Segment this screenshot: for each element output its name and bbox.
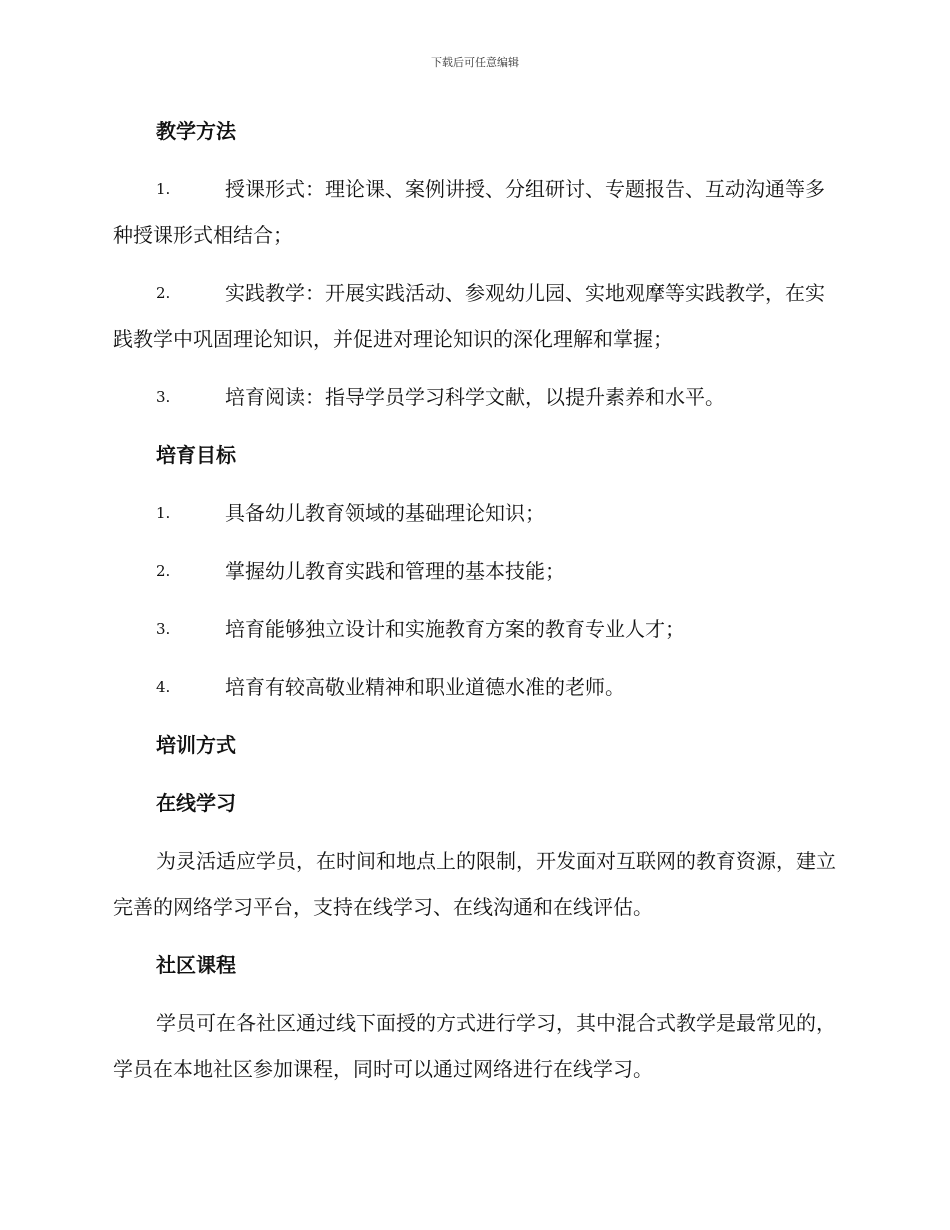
paragraph-online-learning: 为灵活适应学员，在时间和地点上的限制，开发面对互联网的教育资源，建立完善的网络学习平台，支持在线学习、在线沟通和在线评估。 bbox=[113, 849, 836, 919]
list-item bbox=[113, 270, 837, 362]
page-header: 下载后可任意编辑 bbox=[431, 56, 519, 69]
paragraph-community-course: 学员可在各社区通过线下面授的方式进行学习，其中混合式教学是最常见的，学员在本地社区参加课程，同时可以通过网络进行在线学习。 bbox=[113, 1011, 836, 1081]
heading-training-goals: 培育目标 bbox=[156, 443, 236, 467]
heading-community-course: 社区课程 bbox=[156, 953, 236, 977]
list-item-number: 2. bbox=[156, 562, 171, 580]
list-item-number: 3. bbox=[156, 620, 171, 638]
heading-teaching-methods: 教学方法 bbox=[156, 119, 236, 143]
list-item-text: 培育能够独立设计和实施教育方案的教育专业人才； bbox=[225, 617, 685, 641]
list-item-text: 培育有较高敬业精神和职业道德水准的老师。 bbox=[225, 675, 625, 699]
list-item-number: 4. bbox=[156, 678, 171, 696]
list-item bbox=[113, 664, 837, 710]
list-item-text: 掌握幼儿教育实践和管理的基本技能； bbox=[225, 559, 565, 583]
list-item bbox=[113, 166, 837, 258]
list-item-text: 实践教学：开展实践活动、参观幼儿园、实地观摩等实践教学，在实践教学中巩固理论知识，并促进对理论知识的深化理解和掌握； bbox=[113, 281, 825, 351]
list-item bbox=[113, 490, 837, 536]
list-item-number: 2. bbox=[156, 284, 171, 302]
list-item bbox=[113, 374, 837, 420]
list-item-number: 1. bbox=[156, 504, 171, 522]
document-body bbox=[113, 108, 837, 1104]
heading-online-learning: 在线学习 bbox=[156, 791, 236, 815]
list-item-text: 培育阅读：指导学员学习科学文献，以提升素养和水平。 bbox=[225, 385, 725, 409]
list-item bbox=[113, 548, 837, 594]
list-item-number: 3. bbox=[156, 388, 171, 406]
heading-training-mode: 培训方式 bbox=[156, 733, 236, 757]
list-item-text: 具备幼儿教育领域的基础理论知识； bbox=[225, 501, 545, 525]
list-item bbox=[113, 606, 837, 652]
list-item-number: 1. bbox=[156, 180, 171, 198]
list-item-text: 授课形式：理论课、案例讲授、分组研讨、专题报告、互动沟通等多种授课形式相结合； bbox=[113, 177, 825, 247]
